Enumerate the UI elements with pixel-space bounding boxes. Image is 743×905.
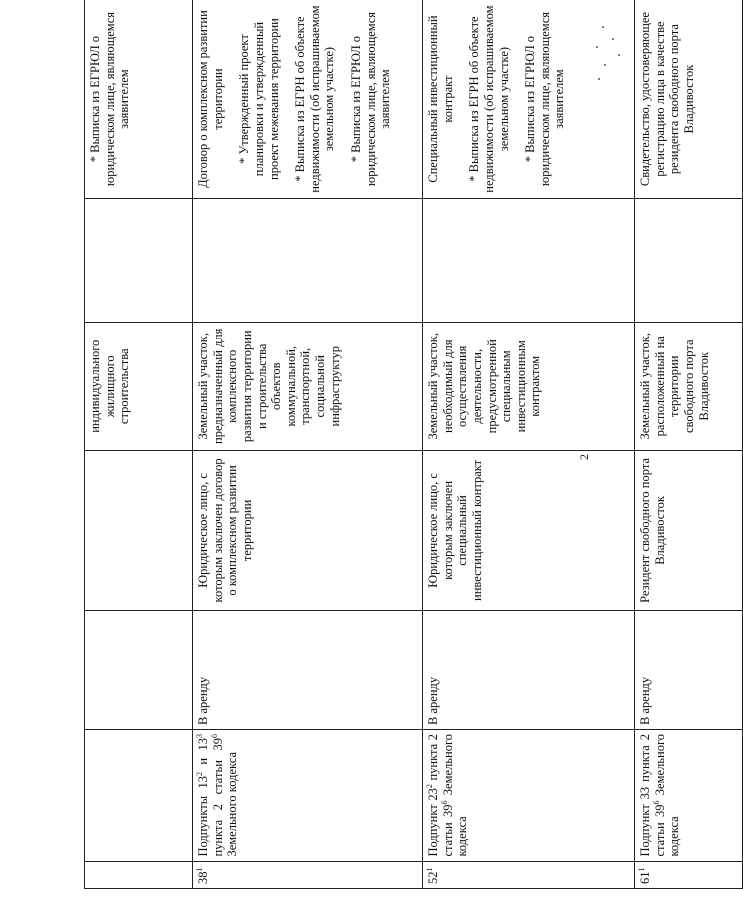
basis-cell — [85, 729, 193, 861]
page-number: 2 — [577, 454, 591, 460]
row-number-cell — [85, 861, 193, 888]
empty-spacer-cell — [423, 199, 635, 323]
applicant-cell: Юридическое лицо, с которым заключен договор о комплексном развитии территории — [193, 450, 423, 610]
empty-spacer-cell — [635, 199, 743, 323]
basis-cell: Подпункт 33 пункта 2 статьи $39^6$ Земельного кодекса — [635, 729, 743, 861]
land-plot-cell: Земельный участок, предназначенный для комплексного развития территории и строительства объектов коммунальной, транспортной, социальной инфраструктур — [193, 322, 423, 450]
row-number-cell: $61^1$ — [635, 861, 743, 888]
right-cell: В аренду — [423, 611, 635, 730]
row-number-cell: $38^1$ — [193, 861, 423, 888]
applicant-cell: Юридическое лицо, с которым заключен специальный инвестиционный контракт — [423, 450, 635, 610]
documents-cell: Специальный инвестиционный контракт * Выписка из ЕГРН об объекте недвижимости (об испрашиваемом земельном участке) * Выписка из ЕГРЮЛ о юридическом лице, являющемся заявителем — [423, 0, 635, 199]
table-row — [85, 0, 193, 889]
documents-cell: * Выписка из ЕГРЮЛ о юридическом лице, являющемся заявителем — [85, 0, 193, 199]
applicant-cell — [85, 450, 193, 610]
land-plot-cell: индивидуального жилищного строительства — [85, 322, 193, 450]
documents-cell: Свидетельство, удостоверяющее регистрацию лица в качестве резидента свободного порта Владивосток — [635, 0, 743, 199]
basis-cell: Подпункт $23^2$ пункта 2 статьи $39^6$ Земельного кодекса — [423, 729, 635, 861]
table-row — [635, 0, 743, 889]
land-documents-table — [84, 0, 743, 889]
land-plot-cell: Земельный участок, необходимый для осуществления деятельности, предусмотренной специальным инвестиционным контрактом — [423, 322, 635, 450]
right-cell: В аренду — [193, 611, 423, 730]
empty-spacer-cell — [85, 199, 193, 323]
table-row — [423, 0, 635, 889]
land-plot-cell: Земельный участок, расположенный на территории свободного порта Владивосток — [635, 322, 743, 450]
applicant-cell: Резидент свободного порта Владивосток — [635, 450, 743, 610]
empty-spacer-cell — [193, 199, 423, 323]
basis-cell: Подпункты $13^2$ и $13^3$ пункта 2 статьи $39^6$ Земельного кодекса — [193, 729, 423, 861]
right-cell — [85, 611, 193, 730]
right-cell: В аренду — [635, 611, 743, 730]
table-row — [193, 0, 423, 889]
row-number-cell: $52^1$ — [423, 861, 635, 888]
documents-cell: Договор о комплексном развитии территории * Утвержденный проект планировки и утвержденный проект межевания территории * Выписка из ЕГРН об объекте недвижимости (об испрашиваемом земельном участке) * Выписка из ЕГРЮЛ о юридическом лице, являющемся заявителем — [193, 0, 423, 199]
